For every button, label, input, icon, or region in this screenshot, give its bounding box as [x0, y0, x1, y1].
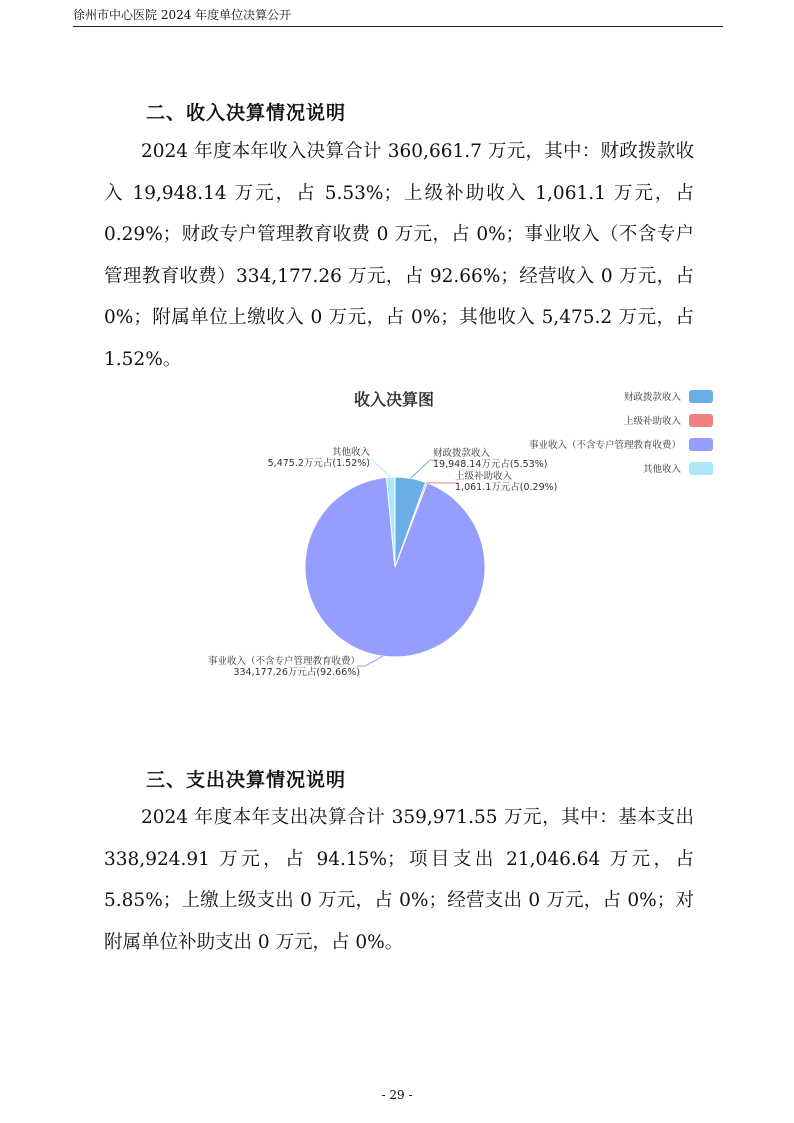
legend-label: 其他收入 [642, 464, 681, 475]
pie-data-label-value: 1,061.1万元占(0.29%) [455, 482, 558, 493]
pie-data-label-name: 财政拨款收入 [433, 448, 491, 459]
income-pie-chart [150, 380, 730, 690]
legend-swatch [689, 438, 713, 451]
legend-swatch [689, 462, 713, 475]
page-number: - 29 - [381, 1088, 413, 1102]
pie-leader-line [357, 656, 383, 666]
chart-title: 收入决算图 [353, 390, 435, 409]
income-section-heading: 二、收入决算情况说明 [146, 102, 347, 124]
pie-data-label-value: 334,177.26万元占(92.66%) [233, 667, 360, 678]
pie-data-label-name: 上级补助收入 [455, 471, 513, 482]
pie-data-label-value: 19,948.14万元占(5.53%) [433, 459, 548, 470]
expense-section-heading: 三、支出决算情况说明 [146, 769, 347, 791]
income-paragraph: 2024 年度本年收入决算合计 360,661.7 万元，其中：财政拨款收入 19,948.14 万元，占 5.53%；上级补助收入 1,061.1 万元，占 0.29%；财政专户管理教育收费 0 万元，占 0%；事业收入（不含专户管理教育收费）334,177.26 万元，占 92.66%；经营收入 0 万元，占 0%；附属单位上缴收入 0 万元，占 0%；其他收入 5,475.2 万元，占 1.52%。 [104, 141, 694, 370]
pie-data-label-name: 事业收入（不含专户管理教育收费） [207, 656, 360, 667]
pie-data-label-name: 其他收入 [331, 447, 370, 458]
legend-swatch [689, 390, 713, 403]
expense-paragraph: 2024 年度本年支出决算合计 359,971.55 万元，其中：基本支出 338,924.91 万元，占 94.15%；项目支出 21,046.64 万元，占 5.85%；上缴上级支出 0 万元，占 0%；经营支出 0 万元，占 0%；对附属单位补助支出 0 万元，占 0%。 [104, 807, 694, 953]
legend-label: 事业收入（不含专户管理教育收费） [528, 440, 681, 451]
legend-swatch [689, 414, 713, 427]
pie-chart-svg [150, 380, 730, 690]
document-header: 徐州市中心医院 2024 年度单位决算公开 [73, 7, 723, 27]
legend-label: 上级补助收入 [623, 416, 681, 427]
legend-label: 财政拨款收入 [623, 392, 681, 403]
pie-data-label-value: 5,475.2万元占(1.52%) [267, 458, 370, 469]
